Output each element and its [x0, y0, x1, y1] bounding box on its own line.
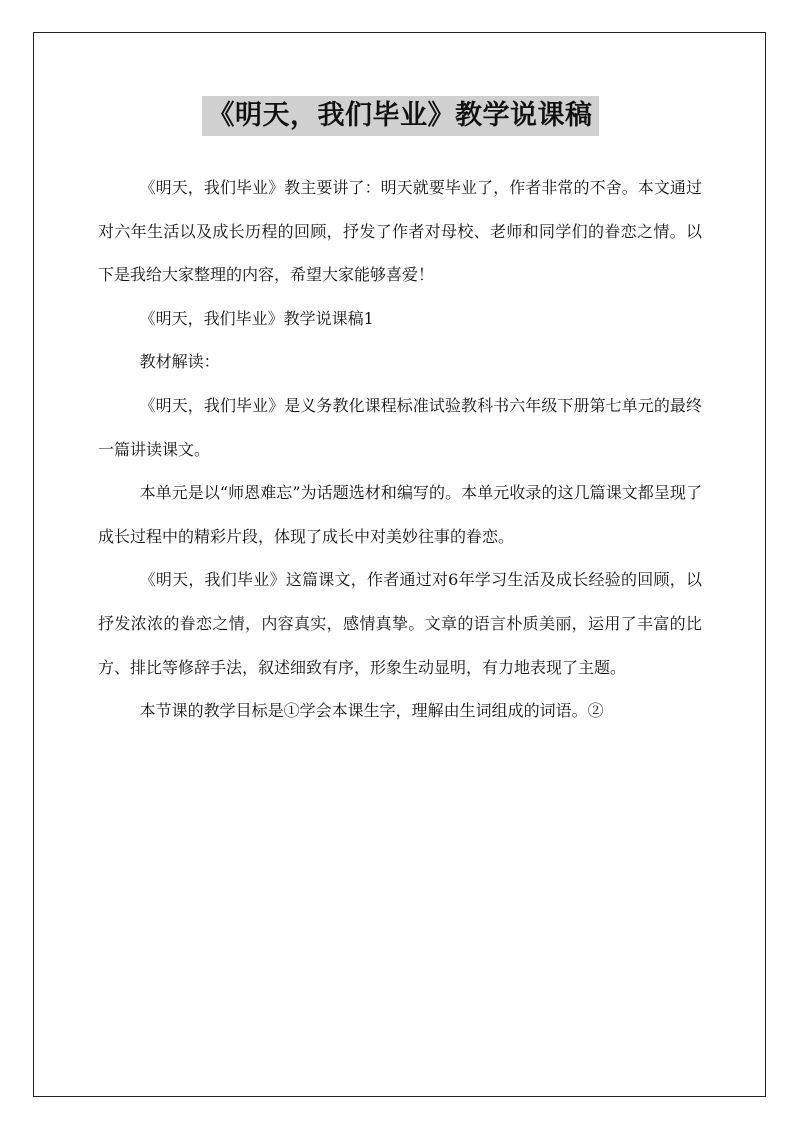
intro-paragraph: 《明天，我们毕业》教主要讲了：明天就要毕业了，作者非常的不舍。本文通过对六年生活以及成长历程的回顾，抒发了作者对母校、老师和同学们的眷恋之情。以下是我给大家整理的内容，希望大家能够喜爱！ [98, 178, 702, 285]
document-title: 《明天，我们毕业》教学说课稿 [202, 96, 599, 136]
paragraph-text-analysis: 《明天，我们毕业》这篇课文，作者通过对6年学习生活及成长经验的回顾，以抒发浓浓的眷恋之情，内容真实，感情真挚。文章的语言朴质美丽，运用了丰富的比方、排比等修辞手法，叙述细致有序，形象生动显明，有力地表现了主题。 [98, 570, 702, 677]
document-body [98, 166, 702, 733]
paragraph-teaching-goals: 本节课的教学目标是①学会本课生字，理解由生词组成的词语。② [139, 701, 604, 721]
section-heading: 《明天，我们毕业》教学说课稿1 [139, 308, 374, 328]
title-container [0, 96, 800, 136]
subheading-material-analysis: 教材解读： [139, 352, 220, 372]
paragraph-unit-theme: 本单元是以“师恩难忘”为话题选材和编写的。本单元收录的这几篇课文都呈现了成长过程中的精彩片段，体现了成长中对美妙往事的眷恋。 [98, 483, 702, 546]
paragraph-textbook-position: 《明天，我们毕业》是义务教化课程标准试验教科书六年级下册第七单元的最终一篇讲读课文。 [98, 395, 702, 459]
